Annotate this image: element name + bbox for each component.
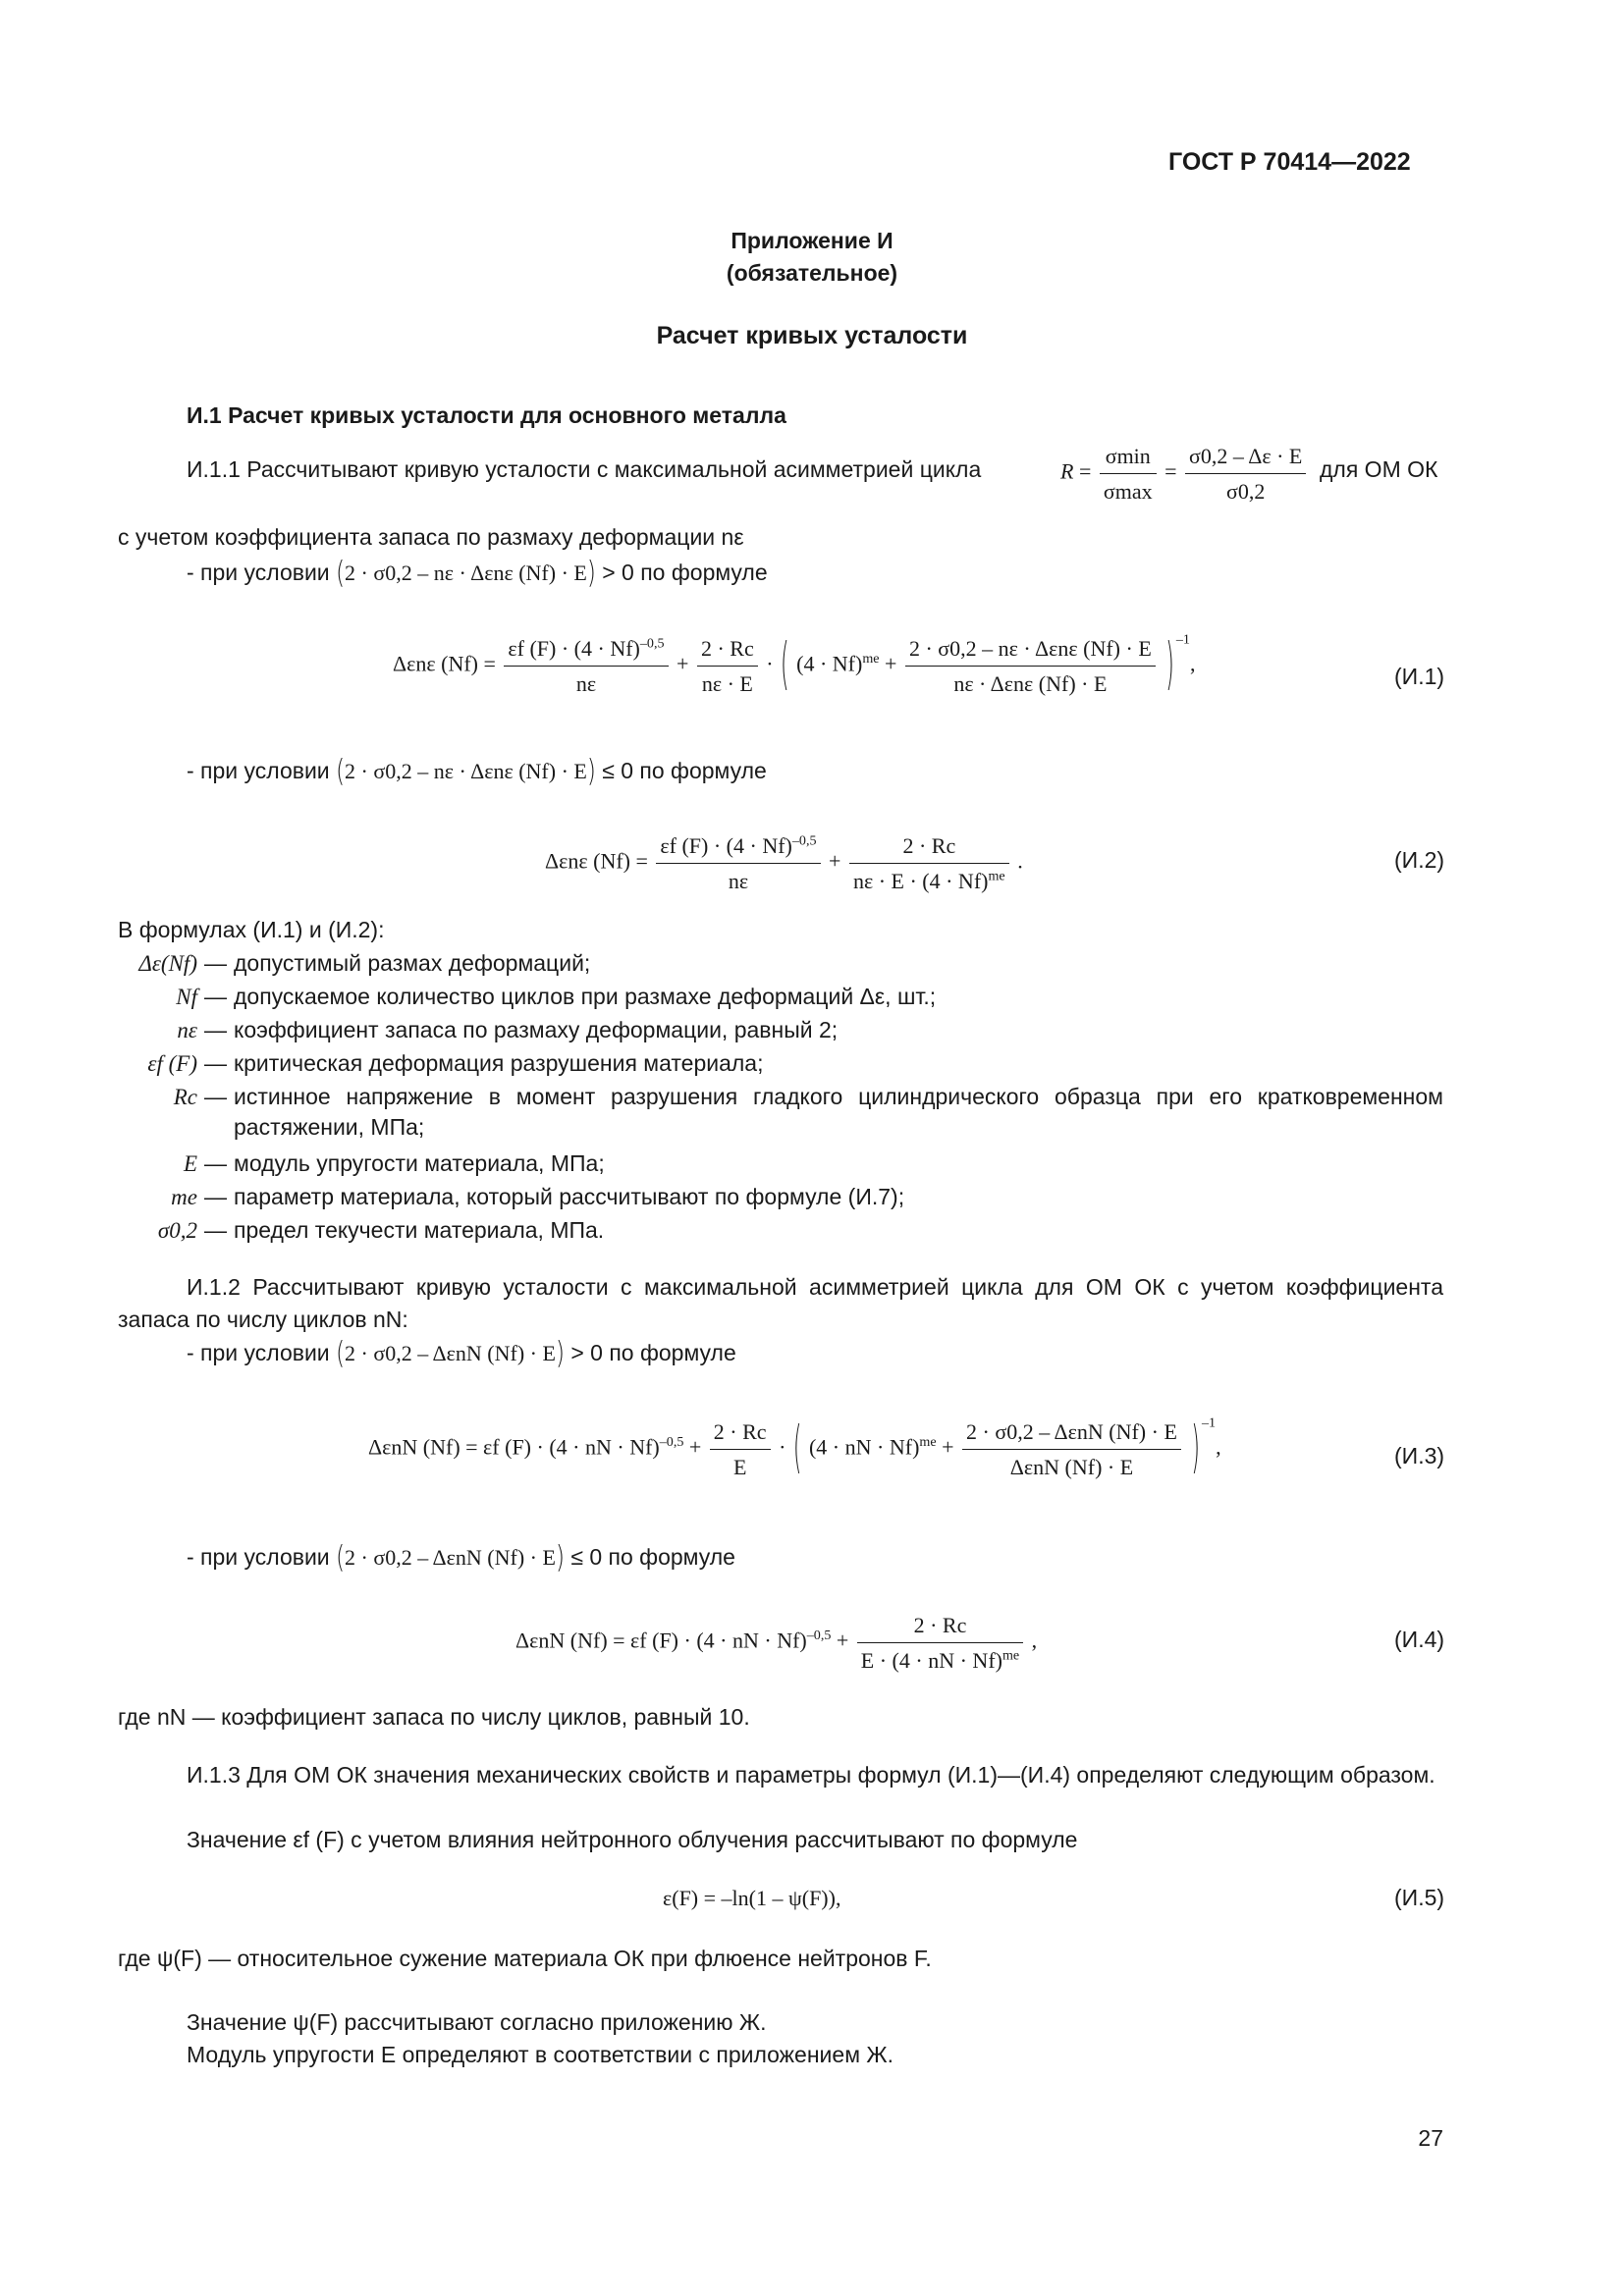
s111-line2: с учетом коэффициента запаса по размаху деформации nε [118, 524, 744, 550]
cond1-prefix: - при условии [187, 560, 330, 585]
eq1-outer-exp: –1 [1175, 631, 1190, 648]
condition-2: - при условии (2 · σ0,2 – nε · Δεnε (Nf) · E) ≤ 0 по формуле [187, 754, 767, 789]
equation-5: ε(F) = –ln(1 – ψ(F)), [663, 1886, 841, 1910]
cond2-prefix: - при условии [187, 758, 330, 783]
eq1-number: (И.1) [1394, 664, 1445, 689]
eq1-base-exp: me [862, 651, 880, 667]
equation-4 [515, 1610, 1037, 1676]
definition-symbol: εf (F) [147, 1051, 197, 1076]
definition-text: коэффициент запаса по размаху деформации, равный 2; [234, 1017, 839, 1042]
definition-dash: — [204, 1050, 227, 1076]
eq1-f1-num: εf (F) · (4 · Nf) [508, 636, 640, 661]
s-min: σmin [1105, 444, 1151, 468]
s02-den: σ0,2 [1185, 473, 1306, 507]
definition-symbol: Nf [176, 985, 197, 1009]
eq5-number: (И.5) [1394, 1885, 1445, 1910]
eq2-lhs: Δεnε (Nf) = [545, 848, 648, 874]
page-number: 27 [1418, 2125, 1443, 2151]
definition-dash: — [204, 1150, 227, 1176]
s111-tail: для ОМ ОК [1320, 456, 1438, 482]
eq3-base-exp: me [919, 1434, 937, 1451]
eq1-base: (4 · Nf) [796, 651, 863, 676]
eq3-f3-den: ΔεnN (Nf) · E [962, 1449, 1181, 1482]
eq4-f2-den-exp: me [1001, 1647, 1020, 1664]
eq3-lhs-exp: –0,5 [659, 1434, 684, 1451]
eq3-number: (И.3) [1394, 1443, 1445, 1468]
eq3-plus-2: + [942, 1434, 954, 1460]
condition-1: - при условии (2 · σ0,2 – nε · Δεnε (Nf) · E) > 0 по формуле [187, 556, 768, 591]
definition-dash: — [204, 1184, 227, 1209]
eq2-plus: + [829, 848, 841, 874]
definition-text: параметр материала, который рассчитывают по формуле (И.7); [234, 1184, 905, 1209]
equation-2 [545, 830, 1023, 896]
eq4-frac2 [857, 1610, 1023, 1676]
fraction-smin-smax [1100, 441, 1157, 507]
eq1-f2-den: nε · E [697, 666, 758, 699]
cond4-prefix: - при условии [187, 1544, 330, 1570]
appendix-status: (обязательное) [726, 260, 898, 286]
definition-text: модуль упругости материала, МПа; [234, 1150, 605, 1176]
eq4-lhs: ΔεnN (Nf) = εf (F) · (4 · nN · Nf) [515, 1628, 807, 1653]
eq2-number: (И.2) [1394, 847, 1445, 873]
r-symbol: R [1060, 458, 1074, 484]
eq2-f1-den: nε [656, 863, 820, 896]
eq4-f2-den: E · (4 · nN · Nf) [860, 1648, 1002, 1673]
doc-code: ГОСТ Р 70414—2022 [1168, 148, 1411, 176]
nN-definition: где nN — коэффициент запаса по числу циклов, равный 10. [118, 1704, 750, 1730]
eq2-end: . [1017, 848, 1023, 874]
eq2-f2-den: nε · E · (4 · Nf) [852, 869, 989, 893]
eq2-f1-exp: –0,5 [791, 832, 817, 849]
fraction-s02 [1185, 441, 1306, 507]
eq3-end: , [1216, 1434, 1221, 1460]
definition-dash: — [204, 950, 227, 976]
eq1-frac2 [697, 633, 758, 699]
eq1-lhs: Δεnε (Nf) = [393, 651, 496, 676]
definition-symbol: Δε(Nf) [138, 951, 197, 976]
equation-3: ΔεnN (Nf) = εf (F) · (4 · nN · Nf)$^{-0,5}$ + $\frac{2 \cdot Rc}{E}$ · ( (4 · nN · Nf)$^{me}$ + $\frac{\text{2 · σ0,2 – ΔεnN (Nf) · E}}{\text{ΔεnN (Nf) · E}}$ ) $^{-1}$, [368, 1415, 1221, 1481]
s111-formula [1060, 441, 1309, 507]
final-line-2: Модуль упругости E определяют в соответствии с приложением Ж. [187, 2042, 894, 2067]
appendix-heading: Расчет кривых усталости [656, 322, 968, 349]
final-line-1: Значение ψ(F) рассчитывают согласно приложению Ж. [187, 2009, 767, 2035]
definition-symbol: me [171, 1185, 197, 1209]
eq1-frac1 [504, 633, 668, 699]
cond2-suffix: ≤ 0 по формуле [602, 758, 767, 783]
eq1-f2-num: 2 · Rc [700, 636, 754, 661]
s113-line2: Значение εf (F) с учетом влияния нейтронного облучения рассчитывают по формуле [187, 1827, 1078, 1852]
eq3-outer-exp: –1 [1202, 1415, 1217, 1431]
eq1-plus-1: + [677, 651, 689, 676]
definition-text: допустимый размах деформаций; [234, 950, 591, 976]
eq-sign-2: = [1164, 458, 1177, 484]
eq1-f3-num: 2 · σ0,2 – nε · Δεnε (Nf) · E [908, 636, 1152, 661]
num-rest: – Δε · E [1227, 444, 1303, 468]
cond1-suffix: > 0 по формуле [602, 560, 768, 585]
psi-definition: где ψ(F) — относительное сужение материала ОК при флюенсе нейтронов F. [118, 1946, 932, 1971]
eq3-plus-1: + [688, 1434, 702, 1460]
appendix-title: Приложение И [731, 228, 893, 253]
eq2-frac2 [849, 830, 1009, 896]
eq3-frac2 [710, 1416, 771, 1482]
definition-dash: — [204, 1084, 227, 1109]
cond3-prefix: - при условии [187, 1340, 330, 1365]
definition-text: допускаемое количество циклов при размахе деформаций Δε, шт.; [234, 984, 937, 1009]
definition-text: предел текучести материала, МПа. [234, 1217, 605, 1243]
eq2-f2-num: 2 · Rc [902, 833, 956, 858]
cond3-suffix: > 0 по формуле [570, 1340, 736, 1365]
s112-text: И.1.2 Рассчитывают кривую усталости с максимальной асимметрией цикла для ОМ ОК с учетом коэффициента запаса по числу циклов nN: [118, 1274, 1443, 1332]
eq4-plus: + [836, 1628, 849, 1653]
definition-symbol: nε [177, 1018, 197, 1042]
eq2-f1-num: εf (F) · (4 · Nf) [660, 833, 792, 858]
equation-1: Δεnε (Nf) = $\frac{\varepsilon f (F) \cdot (4 \cdot Nf)^{-0,5}}{n\varepsilon}$ + $\frac{2 \cdot Rc}{n\varepsilon \cdot E}$ · ( $(4 \cdot Nf)^{me}$ + $\frac{\text{2 · σ0,2 – nε · Δεnε (Nf) · E}}{\text{nε · Δεnε (Nf) · E}}$ ) $^{-1}$, [393, 631, 1196, 698]
eq3-base: (4 · nN · Nf) [808, 1434, 920, 1460]
eq1-f1-exp: –0,5 [639, 635, 665, 652]
definition-text: критическая деформация разрушения материала; [234, 1050, 764, 1076]
s02-num: σ0,2 [1189, 444, 1228, 468]
eq3-lhs: ΔεnN (Nf) = εf (F) · (4 · nN · Nf) [368, 1434, 660, 1460]
definition-dash: — [204, 1217, 227, 1243]
eq1-plus-2: + [885, 651, 897, 676]
eq2-frac1 [656, 830, 820, 896]
eq4-number: (И.4) [1394, 1627, 1445, 1652]
cond4-suffix: ≤ 0 по формуле [570, 1544, 735, 1570]
s111-lead: И.1.1 Рассчитывают кривую усталости с максимальной асимметрией цикла [187, 456, 982, 482]
definition-dash: — [204, 984, 227, 1009]
cond2-expr: 2 · σ0,2 – nε · Δεnε (Nf) · E [345, 759, 587, 783]
definition-symbol: Rc [173, 1085, 197, 1109]
eq1-dot: · [766, 651, 774, 676]
eq1-f1-den: nε [504, 666, 668, 699]
eq2-f2-den-exp: me [988, 868, 1005, 884]
cond1-expr: 2 · σ0,2 – nε · Δεnε (Nf) · E [345, 561, 587, 585]
eq3-f2-den: E [710, 1449, 771, 1482]
eq4-end: , [1031, 1628, 1038, 1653]
condition-4: - при условии (2 · σ0,2 – ΔεnN (Nf) · E) ≤ 0 по формуле [187, 1540, 735, 1575]
eq1-end: , [1189, 651, 1196, 676]
definition-symbol: σ0,2 [157, 1218, 197, 1243]
definition-text: истинное напряжение в момент разрушения гладкого цилиндрического образца при его кратковременном растяжении, МПа; [234, 1084, 1443, 1140]
eq3-frac3 [962, 1416, 1181, 1482]
eq3-dot: · [779, 1434, 786, 1460]
eq4-lhs-exp: –0,5 [806, 1628, 832, 1644]
definition-symbol: E [183, 1151, 197, 1176]
cond3-expr: 2 · σ0,2 – ΔεnN (Nf) · E [345, 1341, 556, 1365]
eq3-f3-num: 2 · σ0,2 – ΔεnN (Nf) · E [966, 1419, 1177, 1444]
s-max: σmax [1100, 473, 1157, 507]
eq-sign-1: = [1078, 458, 1092, 484]
definition-dash: — [204, 1017, 227, 1042]
eq3-f2-num: 2 · Rc [713, 1419, 767, 1444]
section-heading: И.1 Расчет кривых усталости для основного металла [187, 402, 786, 428]
condition-3: - при условии (2 · σ0,2 – ΔεnN (Nf) · E) > 0 по формуле [187, 1336, 736, 1371]
cond4-expr: 2 · σ0,2 – ΔεnN (Nf) · E [345, 1545, 556, 1570]
s113-text: И.1.3 Для ОМ ОК значения механических свойств и параметры формул (И.1)—(И.4) определяют следующим образом. [187, 1762, 1435, 1788]
eq1-frac3 [905, 633, 1156, 699]
where-intro: В формулах (И.1) и (И.2): [118, 917, 385, 942]
eq4-f2-num: 2 · Rc [913, 1613, 967, 1637]
eq1-f3-den: nε · Δεnε (Nf) · E [905, 666, 1156, 699]
